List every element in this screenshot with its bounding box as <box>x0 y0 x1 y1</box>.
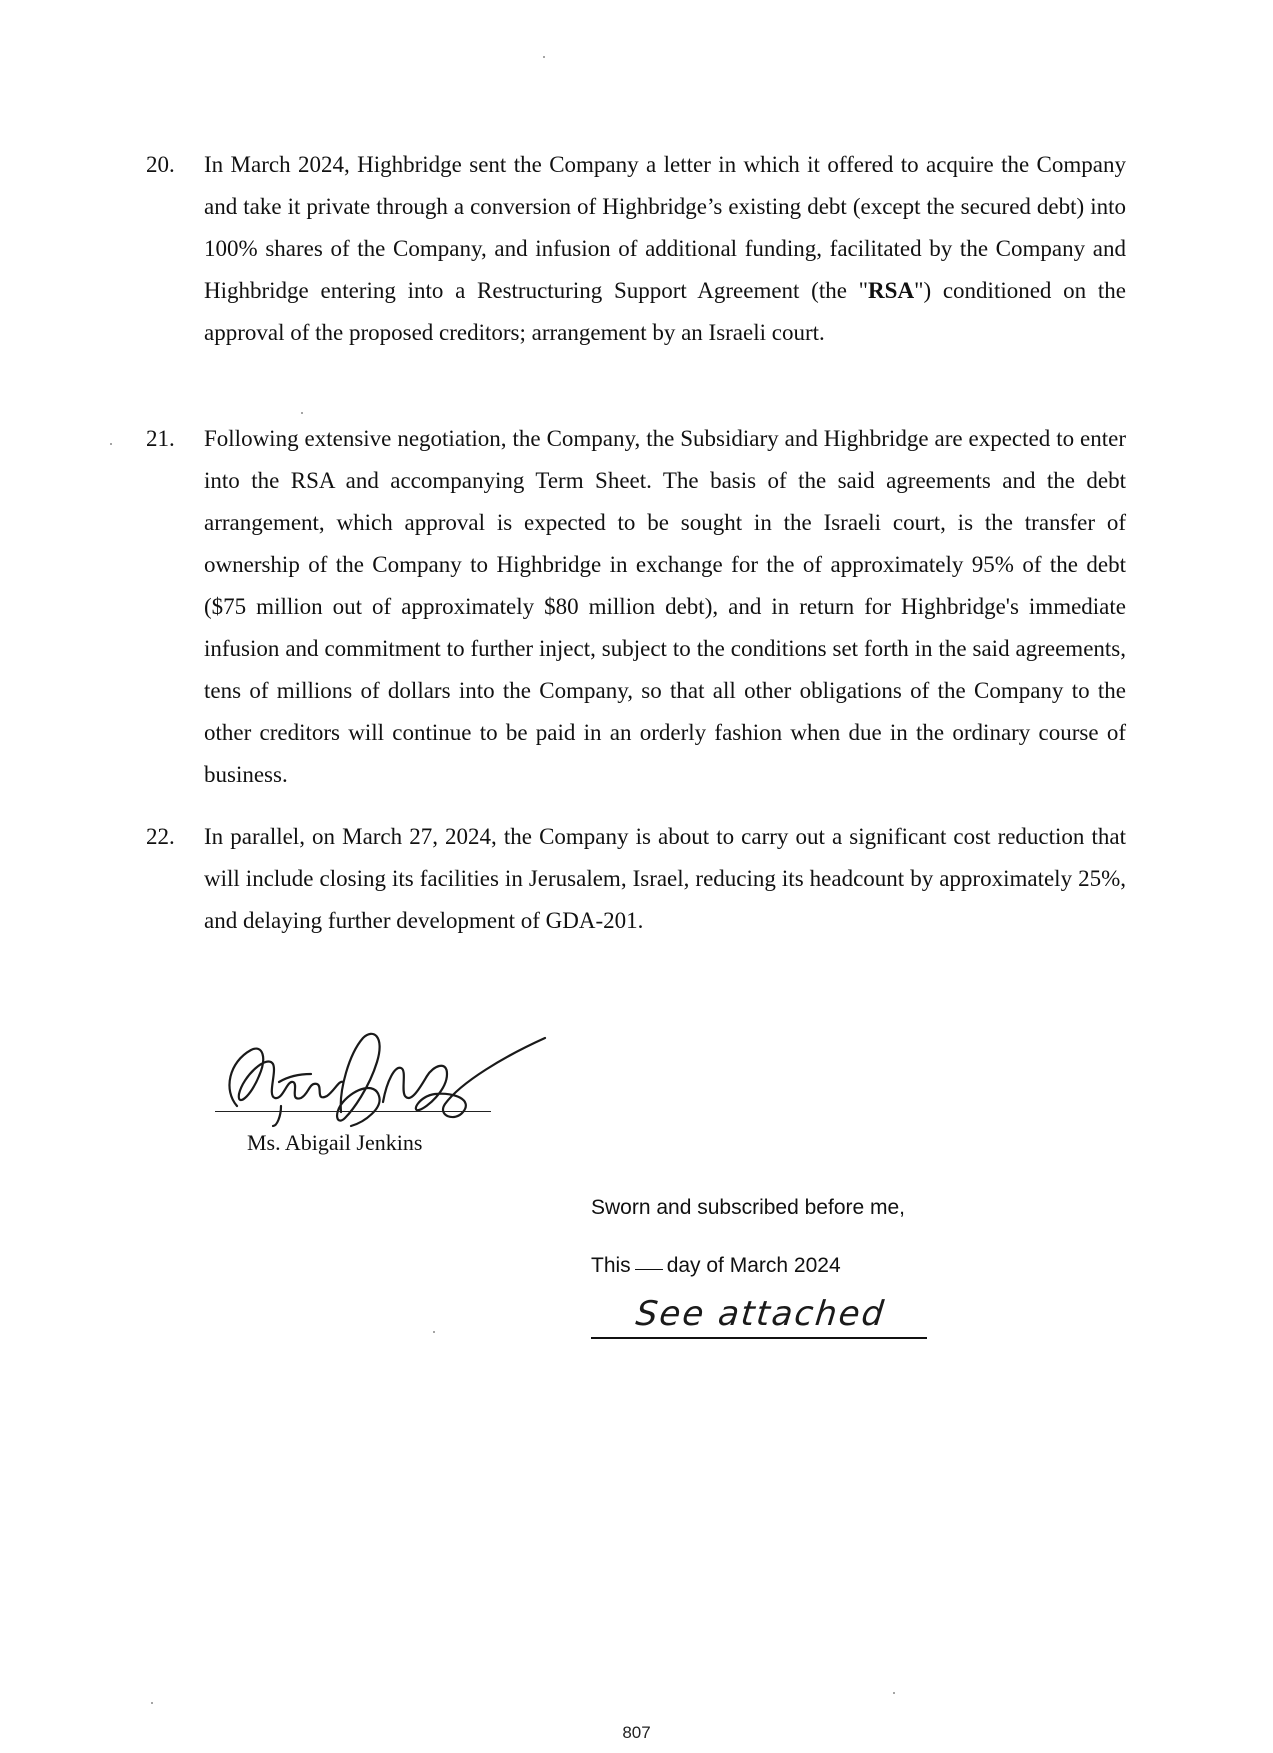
defined-term-rsa: RSA <box>868 278 915 303</box>
paragraph-number: 21. <box>146 426 175 451</box>
paragraph-text: In parallel, on March 27, 2024, the Company is about to carry out a significant cost reduction that will include closing its facilities in Jerusalem, Israel, reducing its headcount by approximately 25%, and delaying further development of GDA-201. <box>204 824 1126 933</box>
handwritten-note: See attached <box>633 1294 888 1334</box>
paragraph-number: 22. <box>146 824 175 849</box>
signature-line <box>215 1111 491 1112</box>
paragraph-20 <box>146 144 1126 354</box>
paragraph-text: Following extensive negotiation, the Company, the Subsidiary and Highbridge are expected to enter into the RSA and accompanying Term Sheet. The basis of the said agreements and the debt arrangement, which approval is expected to be sought in the Israeli court, is the transfer of ownership of the Company to Highbridge in exchange for the of approximately 95% of the debt ($75 million out of approximately $80 million debt), and in return for Highbridge's immediate infusion and commitment to further inject, subject to the conditions set forth in the said agreements, tens of millions of dollars into the Company, so that all other obligations of the Company to the other creditors will continue to be paid in an orderly fashion when due in the ordinary course of business. <box>204 426 1126 787</box>
scan-speck <box>301 412 303 414</box>
signature-block <box>215 1010 575 1170</box>
scan-speck <box>893 1692 895 1694</box>
scan-speck <box>543 56 545 58</box>
day-blank <box>635 1269 663 1270</box>
signatory-name: Ms. Abigail Jenkins <box>247 1130 423 1155</box>
paragraph-21 <box>146 418 1126 796</box>
scan-speck <box>110 443 112 445</box>
paragraph-22 <box>146 816 1126 942</box>
scan-speck <box>433 1331 435 1333</box>
date-line: This day of March 2024 <box>591 1254 841 1277</box>
paragraph-text: In March 2024, Highbridge sent the Company a letter in which it offered to acquire the Company and take it private through a conversion of Highbridge’s existing debt (except the secured debt) into 100% shares of the Company, and infusion of additional funding, facilitated by the Company and Highbridge entering into a Restructuring Support Agreement (the "RSA") conditioned on the approval of the proposed creditors; arrangement by an Israeli court. <box>204 152 1126 345</box>
notary-signature-line <box>591 1337 927 1339</box>
page-number: 807 <box>622 1723 651 1742</box>
scan-speck <box>151 1702 153 1704</box>
paragraph-number: 20. <box>146 152 175 177</box>
notary-signature-area <box>591 1294 927 1338</box>
handwritten-signature <box>215 1010 575 1140</box>
sworn-statement: Sworn and subscribed before me, <box>591 1196 906 1219</box>
